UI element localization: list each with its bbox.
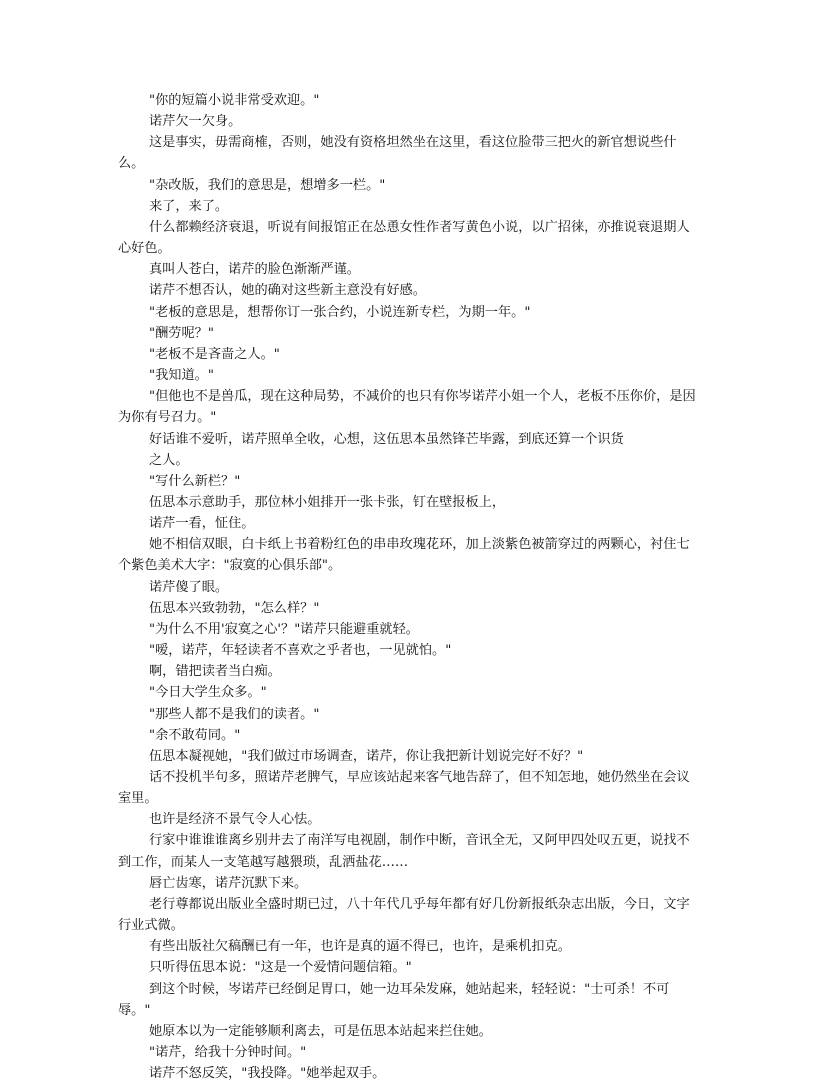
paragraph: 伍思本示意助手，那位林小姐排开一张卡张，钉在壁报板上，: [149, 494, 506, 510]
paragraph: 到这个时候，岑诺芹已经倒足胃口，她一边耳朵发麻，她站起来，轻轻说："士可杀！不可辱。": [118, 981, 670, 1018]
paragraph: 只听得伍思本说："这是一个爱情问题信箱。": [149, 960, 412, 976]
paragraph: 什么都赖经济衰退，听说有间报馆正在怂恿女性作者写黄色小说，以广招徕，亦推说衰退期人心好色。: [118, 219, 690, 257]
paragraph: 诺芹一看，怔住。: [149, 516, 255, 532]
paragraph: 老行尊都说出版业全盛时期已过，八十年代几乎每年都有好几份新报纸杂志出版，今日，文字行业式微。: [118, 896, 690, 934]
paragraph: "余不敢苟同。": [149, 727, 241, 743]
paragraph: "为什么不用'寂寞之心'？"诺芹只能避重就轻。: [149, 621, 419, 637]
paragraph: "诺芹，给我十分钟时间。": [149, 1045, 307, 1061]
paragraph: "我知道。": [149, 368, 214, 384]
paragraph: "老板的意思是，想帮你订一张合约，小说连新专栏，为期一年。": [149, 304, 531, 320]
paragraph: 行家中谁谁谁离乡别井去了南洋写电视剧，制作中断，音讯全无，又阿甲四处叹五更，说找不到工作，而某人一支笔越写越猥琐，乱洒盐花……: [118, 833, 690, 870]
paragraph: "你的短篇小说非常受欢迎。": [149, 93, 320, 108]
paragraph: 诺芹傻了眼。: [149, 579, 229, 595]
paragraph: 来了，来了。: [149, 198, 229, 214]
paragraph: 之人。: [149, 452, 189, 468]
paragraph: "那些人都不是我们的读者。": [149, 706, 320, 722]
text-body: [118, 90, 698, 1084]
paragraph: 唇亡齿寒，诺芹沉默下来。: [149, 875, 308, 891]
paragraph: 伍思本凝视她，"我们做过市场调查，诺芹，你让我把新计划说完好不好？": [149, 748, 584, 764]
paragraph: 这是事实，毋需商榷，否则，她没有资格坦然坐在这里，看这位脸带三把火的新官想说些什么。: [118, 135, 677, 172]
paragraph: 真叫人苍白，诺芹的脸色渐渐严谨。: [149, 262, 360, 278]
paragraph: 伍思本兴致勃勃，"怎么样？": [149, 600, 320, 616]
paragraph: 话不投机半句多，照诺芹老脾气，早应该站起来客气地告辞了，但不知怎地，她仍然坐在会议室里。: [118, 770, 690, 807]
paragraph: 也许是经济不景气令人心怯。: [149, 812, 321, 828]
paragraph: "今日大学生众多。": [149, 685, 267, 701]
paragraph: 她不相信双眼，白卡纸上书着粉红色的串串玫瑰花环，加上淡紫色被箭穿过的两颗心，衬住七个紫色美术大字："寂寞的心俱乐部"。: [118, 537, 690, 574]
paragraph: "嗳，诺芹，年轻读者不喜欢之乎者也，一见就怕。": [149, 643, 452, 659]
paragraph: 有些出版社欠稿酬已有一年，也许是真的逼不得已，也许，是乘机扣克。: [149, 939, 571, 955]
paragraph: 啊，错把读者当白痴。: [149, 664, 281, 680]
paragraph: 诺芹欠一欠身。: [149, 114, 242, 130]
paragraph: 好话谁不爱听，诺芹照单全收，心想，这伍思本虽然锋芒毕露，到底还算一个识货: [149, 431, 624, 447]
paragraph: 她原本以为一定能够顺利离去，可是伍思本站起来拦住她。: [149, 1023, 492, 1039]
paragraph: "酬劳呢？": [149, 325, 214, 341]
paragraph: 诺芹不怒反笑，"我投降。"她举起双手。: [149, 1066, 386, 1082]
paragraph: "但他也不是兽瓜，现在这种局势，不减价的也只有你岑诺芹小姐一个人，老板不压你价，是因为你有号召力。": [118, 389, 696, 426]
paragraph: "杂改版，我们的意思是，想增多一栏。": [149, 177, 386, 193]
paragraph: "写什么新栏？": [149, 473, 241, 489]
paragraph: 诺芹不想否认，她的确对这些新主意没有好感。: [149, 283, 426, 299]
paragraph: "老板不是吝啬之人。": [149, 346, 280, 362]
